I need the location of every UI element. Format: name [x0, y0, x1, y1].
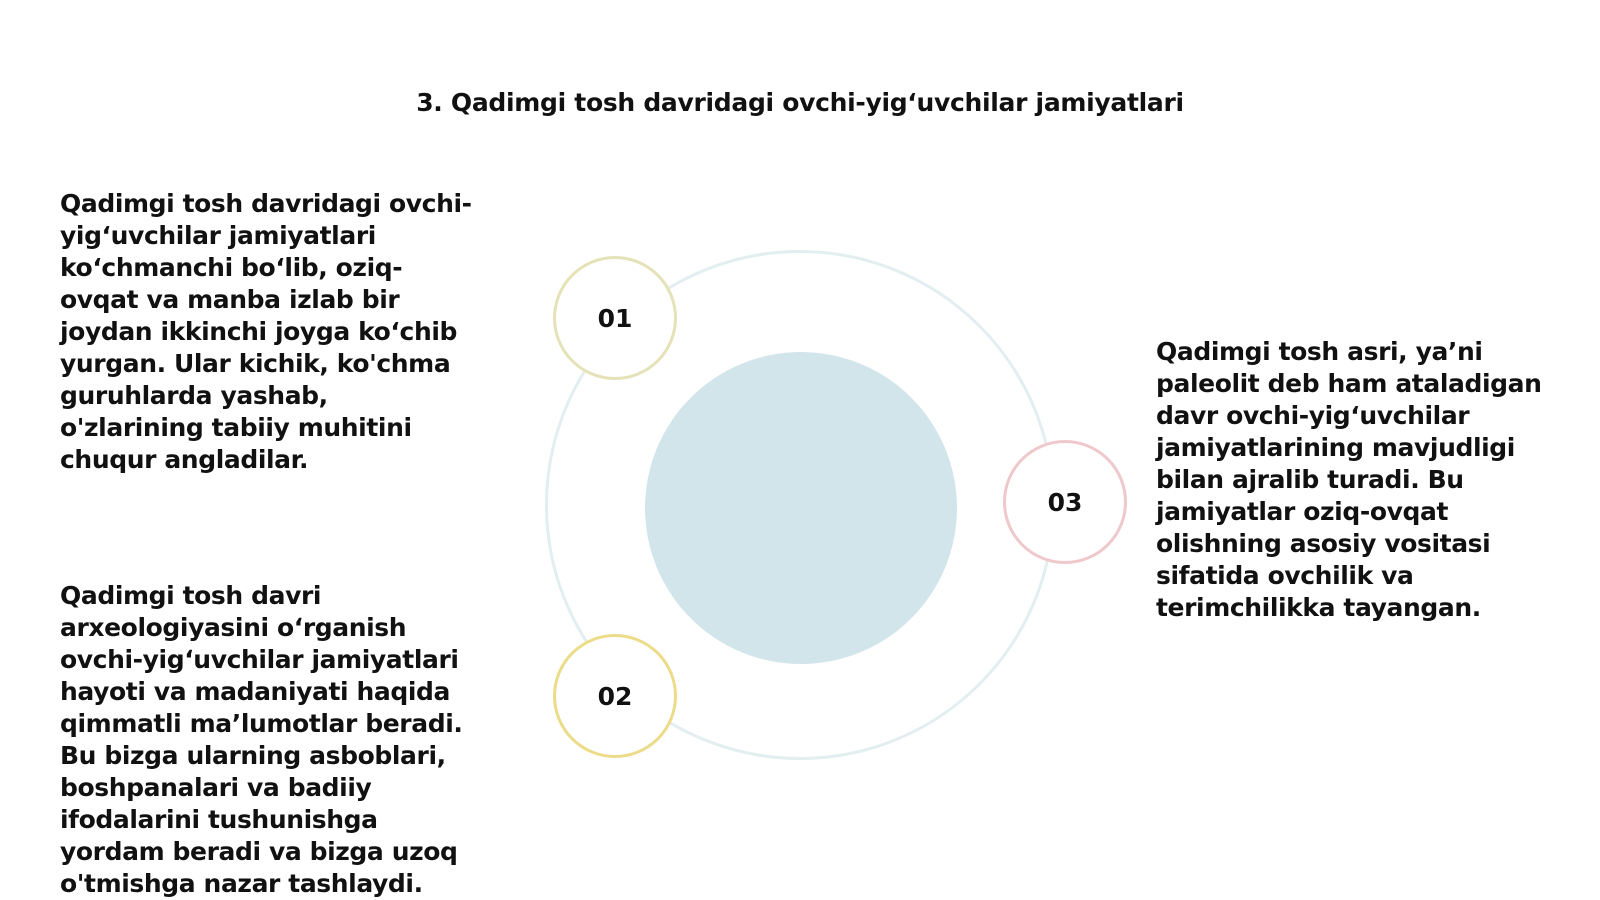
- step-badge-01: [553, 256, 677, 380]
- center-circle: [645, 352, 957, 664]
- slide-title: 3. Qadimgi tosh davridagi ovchi-yig‘uvchilar jamiyatlari: [416, 88, 1184, 117]
- step-badge-03-label: 03: [1047, 487, 1083, 517]
- text-block-03: Qadimgi tosh asri, ya’ni paleolit deb ham ataladigan davr ovchi-yig‘uvchilar jamiyatlarining mavjudligi bilan ajralib turadi. Bu jamiyatlar oziq-ovqat olishning asosiy vositasi sifatida ovchilik va terimchilikka tayangan.: [1156, 337, 1542, 622]
- step-badge-03: [1003, 440, 1127, 564]
- step-badge-02-label: 02: [597, 681, 633, 711]
- step-badge-02: [553, 634, 677, 758]
- text-block-01: Qadimgi tosh davridagi ovchi- yig‘uvchilar jamiyatlari ko‘chmanchi bo‘lib, oziq- ovqat va manba izlab bir joydan ikkinchi joyga ko‘chib yurgan. Ular kichik, ko'chma guruhlarda yashab, o'zlarining tabiiy muhitini chuqur angladilar.: [60, 189, 472, 474]
- step-badge-01-label: 01: [597, 303, 633, 333]
- text-block-02: Qadimgi tosh davri arxeologiyasini oʻrganish ovchi-yigʻuvchilar jamiyatlari hayoti va madaniyati haqida qimmatli ma’lumotlar beradi. Bu bizga ularning asboblari, boshpanalari va badiiy ifodalarini tushunishga yordam beradi va bizga uzoq o'tmishga nazar tashlaydi.: [60, 581, 463, 898]
